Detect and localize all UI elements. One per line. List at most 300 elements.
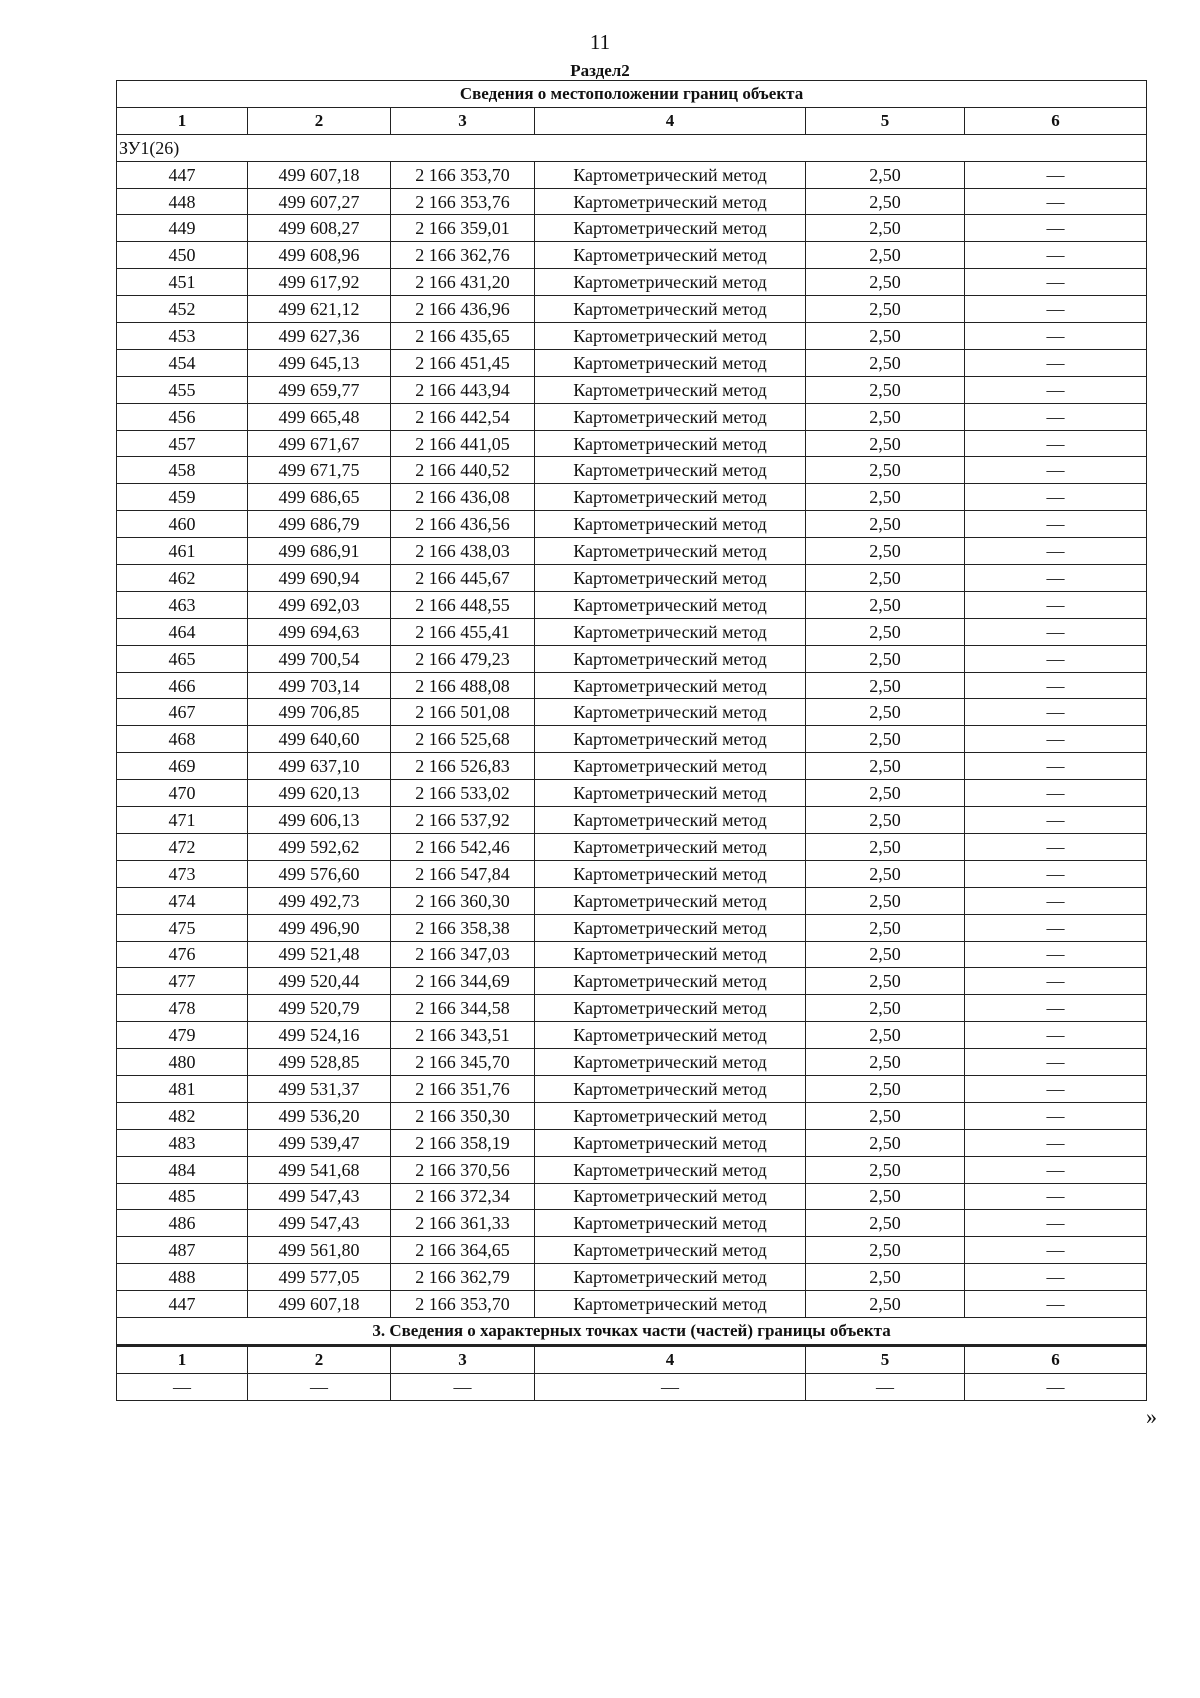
- table-cell: 499 528,85: [248, 1049, 391, 1076]
- table-cell: 2,50: [806, 645, 965, 672]
- table-cell: 459: [117, 484, 248, 511]
- table-cell: 499 706,85: [248, 699, 391, 726]
- table-cell: 2 166 479,23: [391, 645, 535, 672]
- table-row: [117, 161, 1147, 188]
- table-cell: —: [965, 887, 1147, 914]
- table-cell: Картометрический метод: [535, 914, 806, 941]
- table-cell: 2,50: [806, 269, 965, 296]
- column-header: 2: [248, 1345, 391, 1373]
- table-cell: 499 536,20: [248, 1102, 391, 1129]
- table-cell: —: [965, 188, 1147, 215]
- table-cell: 499 703,14: [248, 672, 391, 699]
- table-cell: Картометрический метод: [535, 403, 806, 430]
- table-cell: 499 608,27: [248, 215, 391, 242]
- table-cell: 483: [117, 1129, 248, 1156]
- table-cell: —: [965, 296, 1147, 323]
- table-cell: 463: [117, 591, 248, 618]
- table-cell: 474: [117, 887, 248, 914]
- table-row: [117, 860, 1147, 887]
- table-cell: —: [965, 430, 1147, 457]
- table-cell: —: [965, 349, 1147, 376]
- table-cell: Картометрический метод: [535, 215, 806, 242]
- table-cell: Картометрический метод: [535, 269, 806, 296]
- section3-row: [117, 1373, 1147, 1400]
- table-cell: 2 166 360,30: [391, 887, 535, 914]
- table-row: [117, 376, 1147, 403]
- boundary-coordinates-table: [116, 80, 1147, 1401]
- table-row: [117, 726, 1147, 753]
- table-row: [117, 753, 1147, 780]
- table-cell: Картометрический метод: [535, 887, 806, 914]
- table-cell: Картометрический метод: [535, 161, 806, 188]
- table-cell: 2,50: [806, 968, 965, 995]
- table-cell: 499 686,65: [248, 484, 391, 511]
- table-cell: 499 686,91: [248, 538, 391, 565]
- column-header-row: [117, 107, 1147, 134]
- table-cell: Картометрический метод: [535, 376, 806, 403]
- table-cell: 2 166 448,55: [391, 591, 535, 618]
- table-row: [117, 349, 1147, 376]
- table-cell: 2,50: [806, 780, 965, 807]
- table-cell: 2 166 542,46: [391, 833, 535, 860]
- table-cell: 2,50: [806, 1291, 965, 1318]
- table-cell: Картометрический метод: [535, 1237, 806, 1264]
- table-cell: 452: [117, 296, 248, 323]
- table-cell: 499 665,48: [248, 403, 391, 430]
- table-cell: Картометрический метод: [535, 188, 806, 215]
- table-cell: 499 492,73: [248, 887, 391, 914]
- table-cell: 481: [117, 1075, 248, 1102]
- table-row: [117, 457, 1147, 484]
- table-cell: 499 690,94: [248, 565, 391, 592]
- table-cell: Картометрический метод: [535, 753, 806, 780]
- table-row: [117, 1129, 1147, 1156]
- table-cell: Картометрический метод: [535, 511, 806, 538]
- table-cell: —: [965, 1075, 1147, 1102]
- table-cell: Картометрический метод: [535, 538, 806, 565]
- table-row: [117, 538, 1147, 565]
- table-cell: 2,50: [806, 484, 965, 511]
- table-cell: 499 640,60: [248, 726, 391, 753]
- table-cell: Картометрический метод: [535, 1075, 806, 1102]
- table-cell: 2,50: [806, 1237, 965, 1264]
- table-cell: —: [965, 538, 1147, 565]
- table-row: [117, 887, 1147, 914]
- table-cell: —: [965, 161, 1147, 188]
- table-row: [117, 914, 1147, 941]
- table-cell: —: [965, 1129, 1147, 1156]
- table-cell: Картометрический метод: [535, 349, 806, 376]
- table-row: [117, 672, 1147, 699]
- table-cell: 499 645,13: [248, 349, 391, 376]
- table-cell: Картометрический метод: [535, 1183, 806, 1210]
- table-cell: Картометрический метод: [535, 1102, 806, 1129]
- table-cell: Картометрический метод: [535, 1129, 806, 1156]
- table-cell: Картометрический метод: [535, 860, 806, 887]
- table-cell: 2 166 436,08: [391, 484, 535, 511]
- table-row: [117, 1183, 1147, 1210]
- table-cell: Картометрический метод: [535, 1291, 806, 1318]
- table-cell: Картометрический метод: [535, 645, 806, 672]
- table-cell: 2,50: [806, 887, 965, 914]
- table-row: [117, 1102, 1147, 1129]
- table-cell: Картометрический метод: [535, 941, 806, 968]
- table-row: [117, 833, 1147, 860]
- table-cell: Картометрический метод: [535, 457, 806, 484]
- table-row: [117, 1264, 1147, 1291]
- table-cell: 2,50: [806, 1156, 965, 1183]
- table-cell: —: [117, 1373, 248, 1400]
- table-cell: 499 617,92: [248, 269, 391, 296]
- table-cell: 499 531,37: [248, 1075, 391, 1102]
- table-cell: 448: [117, 188, 248, 215]
- table-cell: —: [965, 215, 1147, 242]
- table-row: [117, 780, 1147, 807]
- table-cell: 2,50: [806, 1075, 965, 1102]
- section3-header-row: [117, 1345, 1147, 1373]
- table-cell: 2,50: [806, 161, 965, 188]
- table-cell: 2 166 351,76: [391, 1075, 535, 1102]
- table-cell: Картометрический метод: [535, 591, 806, 618]
- table-row: [117, 269, 1147, 296]
- table-cell: Картометрический метод: [535, 565, 806, 592]
- table-cell: 2 166 358,19: [391, 1129, 535, 1156]
- table-cell: 499 547,43: [248, 1210, 391, 1237]
- table-cell: —: [965, 1210, 1147, 1237]
- table-cell: 2,50: [806, 699, 965, 726]
- table-row: [117, 618, 1147, 645]
- table-cell: 2,50: [806, 941, 965, 968]
- table-cell: 2,50: [806, 403, 965, 430]
- table-row: [117, 645, 1147, 672]
- table-cell: —: [535, 1373, 806, 1400]
- table-row: [117, 1291, 1147, 1318]
- table-cell: 2 166 343,51: [391, 1022, 535, 1049]
- table-row: [117, 1237, 1147, 1264]
- table-cell: 2,50: [806, 618, 965, 645]
- table-cell: 2 166 362,79: [391, 1264, 535, 1291]
- table-row: [117, 565, 1147, 592]
- table-cell: 487: [117, 1237, 248, 1264]
- table-row: [117, 995, 1147, 1022]
- table-cell: 468: [117, 726, 248, 753]
- table-cell: 2,50: [806, 1022, 965, 1049]
- table-cell: 499 520,79: [248, 995, 391, 1022]
- table-cell: —: [965, 1022, 1147, 1049]
- table-cell: —: [965, 1291, 1147, 1318]
- table-cell: 471: [117, 807, 248, 834]
- table-cell: 2 166 533,02: [391, 780, 535, 807]
- table-cell: —: [965, 457, 1147, 484]
- table-row: [117, 591, 1147, 618]
- table-cell: —: [965, 968, 1147, 995]
- table-cell: 2 166 370,56: [391, 1156, 535, 1183]
- table-cell: Картометрический метод: [535, 995, 806, 1022]
- table-cell: 2,50: [806, 726, 965, 753]
- table-cell: Картометрический метод: [535, 296, 806, 323]
- table-cell: Картометрический метод: [535, 1049, 806, 1076]
- table-cell: 499 637,10: [248, 753, 391, 780]
- table-row: [117, 403, 1147, 430]
- table-cell: 499 671,67: [248, 430, 391, 457]
- table-cell: 2 166 443,94: [391, 376, 535, 403]
- table-cell: 2,50: [806, 1102, 965, 1129]
- table-cell: —: [965, 1183, 1147, 1210]
- table-cell: —: [965, 1156, 1147, 1183]
- table-row: [117, 941, 1147, 968]
- table-cell: 499 524,16: [248, 1022, 391, 1049]
- column-header: 6: [965, 1345, 1147, 1373]
- table-cell: 486: [117, 1210, 248, 1237]
- table-cell: 454: [117, 349, 248, 376]
- table-cell: —: [248, 1373, 391, 1400]
- table-cell: 449: [117, 215, 248, 242]
- table-cell: —: [965, 1102, 1147, 1129]
- column-header: 5: [806, 107, 965, 134]
- table-row: [117, 430, 1147, 457]
- table-cell: 458: [117, 457, 248, 484]
- column-header: 1: [117, 1345, 248, 1373]
- table-cell: 2 166 431,20: [391, 269, 535, 296]
- column-header: 1: [117, 107, 248, 134]
- table-cell: 2,50: [806, 995, 965, 1022]
- table-cell: 455: [117, 376, 248, 403]
- group-label: ЗУ1(26): [117, 134, 1147, 161]
- table-cell: 456: [117, 403, 248, 430]
- table-cell: 2,50: [806, 753, 965, 780]
- section-label: Раздел2: [570, 61, 630, 80]
- table-row: [117, 242, 1147, 269]
- table-row: [117, 188, 1147, 215]
- table-cell: 499 521,48: [248, 941, 391, 968]
- table-cell: —: [965, 645, 1147, 672]
- table-cell: 2 166 344,69: [391, 968, 535, 995]
- table-cell: 499 541,68: [248, 1156, 391, 1183]
- table-cell: 2 166 547,84: [391, 860, 535, 887]
- table-row: [117, 511, 1147, 538]
- table-cell: Картометрический метод: [535, 672, 806, 699]
- table-cell: 466: [117, 672, 248, 699]
- table-cell: 457: [117, 430, 248, 457]
- closing-quote-mark: »: [1146, 1404, 1157, 1429]
- table-cell: Картометрический метод: [535, 430, 806, 457]
- table-cell: 499 539,47: [248, 1129, 391, 1156]
- table-cell: Картометрический метод: [535, 618, 806, 645]
- table-cell: 2,50: [806, 457, 965, 484]
- table-cell: 2 166 488,08: [391, 672, 535, 699]
- table-cell: —: [965, 242, 1147, 269]
- table-cell: 467: [117, 699, 248, 726]
- table-cell: 2 166 445,67: [391, 565, 535, 592]
- table-cell: 499 576,60: [248, 860, 391, 887]
- table-cell: 499 577,05: [248, 1264, 391, 1291]
- table-cell: 447: [117, 161, 248, 188]
- table-row: [117, 323, 1147, 350]
- table-row: [117, 1156, 1147, 1183]
- table-cell: 470: [117, 780, 248, 807]
- table-cell: 482: [117, 1102, 248, 1129]
- table-cell: —: [965, 699, 1147, 726]
- table-cell: Картометрический метод: [535, 780, 806, 807]
- table-cell: 2 166 441,05: [391, 430, 535, 457]
- table-cell: 2 166 436,96: [391, 296, 535, 323]
- table-cell: —: [965, 860, 1147, 887]
- table-cell: 499 686,79: [248, 511, 391, 538]
- table-cell: 499 520,44: [248, 968, 391, 995]
- table-cell: 477: [117, 968, 248, 995]
- table-cell: 2 166 451,45: [391, 349, 535, 376]
- table-cell: 499 592,62: [248, 833, 391, 860]
- table-cell: 2,50: [806, 296, 965, 323]
- table-cell: 480: [117, 1049, 248, 1076]
- table-cell: 462: [117, 565, 248, 592]
- table-cell: Картометрический метод: [535, 242, 806, 269]
- table-cell: Картометрический метод: [535, 726, 806, 753]
- table-cell: 499 620,13: [248, 780, 391, 807]
- table-cell: 475: [117, 914, 248, 941]
- table-cell: 450: [117, 242, 248, 269]
- table-row: [117, 215, 1147, 242]
- table-title-row: [117, 81, 1147, 108]
- table-cell: 2 166 537,92: [391, 807, 535, 834]
- table-cell: 2,50: [806, 1129, 965, 1156]
- page-number: 11: [589, 30, 611, 54]
- table-cell: —: [965, 807, 1147, 834]
- section3-title-row: [117, 1317, 1147, 1345]
- table-cell: 2 166 347,03: [391, 941, 535, 968]
- table-cell: Картометрический метод: [535, 807, 806, 834]
- table-row: [117, 1022, 1147, 1049]
- column-header: 5: [806, 1345, 965, 1373]
- table-cell: 2 166 440,52: [391, 457, 535, 484]
- table-title: Сведения о местоположении границ объекта: [117, 81, 1147, 108]
- table-cell: —: [965, 565, 1147, 592]
- column-header: 4: [535, 1345, 806, 1373]
- table-cell: —: [965, 484, 1147, 511]
- table-cell: 460: [117, 511, 248, 538]
- table-cell: 2 166 501,08: [391, 699, 535, 726]
- column-header: 6: [965, 107, 1147, 134]
- table-cell: —: [965, 780, 1147, 807]
- table-cell: 2 166 372,34: [391, 1183, 535, 1210]
- table-cell: 2,50: [806, 1264, 965, 1291]
- table-cell: —: [965, 1237, 1147, 1264]
- table-cell: 2,50: [806, 860, 965, 887]
- table-cell: 499 496,90: [248, 914, 391, 941]
- table-cell: 451: [117, 269, 248, 296]
- table-row: [117, 699, 1147, 726]
- table-cell: —: [965, 376, 1147, 403]
- table-cell: 2,50: [806, 672, 965, 699]
- table-cell: 2 166 438,03: [391, 538, 535, 565]
- table-cell: 2,50: [806, 323, 965, 350]
- table-cell: 461: [117, 538, 248, 565]
- table-cell: —: [806, 1373, 965, 1400]
- table-cell: 464: [117, 618, 248, 645]
- table-cell: 453: [117, 323, 248, 350]
- column-header: 2: [248, 107, 391, 134]
- table-cell: —: [965, 1049, 1147, 1076]
- table-cell: 2 166 455,41: [391, 618, 535, 645]
- table-cell: 2 166 350,30: [391, 1102, 535, 1129]
- table-cell: 2 166 364,65: [391, 1237, 535, 1264]
- table-cell: Картометрический метод: [535, 1022, 806, 1049]
- table-cell: 499 694,63: [248, 618, 391, 645]
- table-row: [117, 1210, 1147, 1237]
- table-cell: 2 166 526,83: [391, 753, 535, 780]
- table-cell: —: [391, 1373, 535, 1400]
- table-cell: —: [965, 591, 1147, 618]
- table-cell: 488: [117, 1264, 248, 1291]
- table-cell: —: [965, 403, 1147, 430]
- table-cell: 2,50: [806, 376, 965, 403]
- table-cell: 499 671,75: [248, 457, 391, 484]
- table-cell: 479: [117, 1022, 248, 1049]
- table-cell: 499 621,12: [248, 296, 391, 323]
- table-row: [117, 1075, 1147, 1102]
- table-row: [117, 484, 1147, 511]
- table-cell: —: [965, 914, 1147, 941]
- section3-title: 3. Сведения о характерных точках части (частей) границы объекта: [117, 1317, 1147, 1345]
- table-cell: 499 627,36: [248, 323, 391, 350]
- table-cell: 484: [117, 1156, 248, 1183]
- table-cell: —: [965, 1264, 1147, 1291]
- table-cell: 2,50: [806, 591, 965, 618]
- table-cell: 2,50: [806, 1049, 965, 1076]
- table-cell: —: [965, 1373, 1147, 1400]
- table-cell: 2 166 353,70: [391, 1291, 535, 1318]
- table-cell: 2,50: [806, 538, 965, 565]
- table-cell: 485: [117, 1183, 248, 1210]
- table-cell: Картометрический метод: [535, 484, 806, 511]
- table-cell: Картометрический метод: [535, 323, 806, 350]
- table-cell: —: [965, 941, 1147, 968]
- table-cell: 2,50: [806, 511, 965, 538]
- table-body: [117, 81, 1147, 1401]
- column-header: 4: [535, 107, 806, 134]
- table-cell: Картометрический метод: [535, 1210, 806, 1237]
- table-cell: 2,50: [806, 215, 965, 242]
- table-cell: 499 561,80: [248, 1237, 391, 1264]
- table-cell: 2 166 353,70: [391, 161, 535, 188]
- column-header: 3: [391, 1345, 535, 1373]
- group-label-row: [117, 134, 1147, 161]
- table-cell: —: [965, 753, 1147, 780]
- table-cell: 499 606,13: [248, 807, 391, 834]
- table-cell: 2 166 344,58: [391, 995, 535, 1022]
- table-cell: 2,50: [806, 807, 965, 834]
- table-cell: 2 166 442,54: [391, 403, 535, 430]
- table-row: [117, 1049, 1147, 1076]
- table-cell: 499 607,18: [248, 1291, 391, 1318]
- table-cell: 473: [117, 860, 248, 887]
- table-cell: 2 166 435,65: [391, 323, 535, 350]
- table-cell: Картометрический метод: [535, 833, 806, 860]
- column-header: 3: [391, 107, 535, 134]
- table-cell: Картометрический метод: [535, 968, 806, 995]
- table-cell: —: [965, 672, 1147, 699]
- table-cell: 447: [117, 1291, 248, 1318]
- table-cell: 2 166 358,38: [391, 914, 535, 941]
- table-cell: —: [965, 995, 1147, 1022]
- table-cell: 2 166 362,76: [391, 242, 535, 269]
- table-cell: 2,50: [806, 349, 965, 376]
- table-cell: 2 166 353,76: [391, 188, 535, 215]
- table-cell: 2,50: [806, 1183, 965, 1210]
- table-cell: 499 700,54: [248, 645, 391, 672]
- table-cell: —: [965, 269, 1147, 296]
- table-cell: 499 692,03: [248, 591, 391, 618]
